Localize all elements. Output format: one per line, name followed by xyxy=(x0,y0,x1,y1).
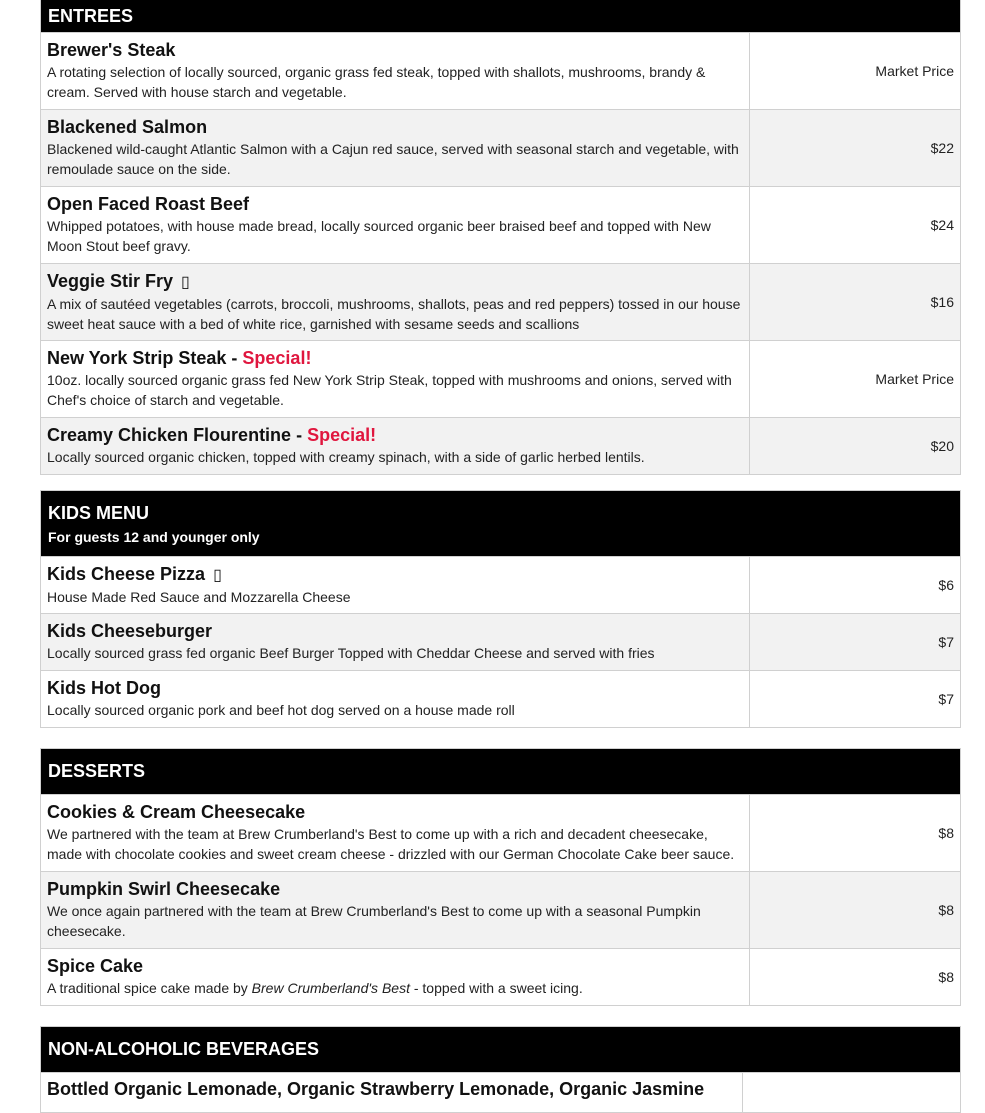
menu-item xyxy=(41,795,961,872)
kids-menu-section xyxy=(40,490,960,728)
entrees-section xyxy=(40,0,960,475)
item-price: $7 xyxy=(750,671,961,728)
menu-item xyxy=(41,341,961,418)
item-description: We once again partnered with the team at Brew Crumberland's Best to come up with a seasonal Pumpkin cheesecake. xyxy=(47,903,701,939)
menu-item xyxy=(41,33,961,110)
item-price: $22 xyxy=(750,110,961,187)
menu-item xyxy=(41,872,961,949)
item-name: Creamy Chicken Flourentine - xyxy=(47,425,308,445)
item-price: $7 xyxy=(750,614,961,671)
menu-item xyxy=(41,671,961,728)
item-price: $24 xyxy=(750,187,961,264)
vegetarian-icon: ▯ xyxy=(181,273,190,291)
vegetarian-icon: ▯ xyxy=(213,566,222,584)
item-price: $8 xyxy=(750,949,961,1006)
menu-item xyxy=(41,949,961,1006)
item-name: Kids Cheese Pizza xyxy=(47,563,206,584)
item-description: Locally sourced organic chicken, topped with creamy spinach, with a side of garlic herbed lentils. xyxy=(47,449,645,465)
item-description: Blackened wild-caught Atlantic Salmon with a Cajun red sauce, served with seasonal starch and vegetable, with remoulade sauce on the side. xyxy=(47,141,739,177)
item-description: House Made Red Sauce and Mozzarella Cheese xyxy=(47,588,351,605)
item-name: Pumpkin Swirl Cheesecake xyxy=(47,879,281,899)
beverages-header: NON-ALCOHOLIC BEVERAGES xyxy=(41,1027,961,1073)
desserts-header: DESSERTS xyxy=(41,749,961,795)
item-price: Market Price xyxy=(750,33,961,110)
item-name: Open Faced Roast Beef xyxy=(47,194,250,214)
kids-menu-header xyxy=(41,491,961,557)
item-description: A traditional spice cake made by Brew Crumberland's Best - topped with a sweet icing. xyxy=(47,980,583,996)
menu-item xyxy=(41,614,961,671)
beverages-section xyxy=(40,1026,960,1113)
item-price: $8 xyxy=(750,795,961,872)
menu-item xyxy=(41,187,961,264)
item-name: Veggie Stir Fry xyxy=(47,270,174,291)
item-description: A rotating selection of locally sourced, organic grass fed steak, topped with shallots, mushrooms, brandy & cream. Served with house starch and vegetable. xyxy=(47,64,706,100)
menu-item xyxy=(41,1073,961,1113)
kids-menu-title: KIDS MENU xyxy=(48,502,150,523)
menu-item xyxy=(41,264,961,341)
item-description: Locally sourced organic pork and beef hot dog served on a house made roll xyxy=(47,702,515,718)
item-name: Spice Cake xyxy=(47,956,144,976)
item-price: Market Price xyxy=(750,341,961,418)
item-description: We partnered with the team at Brew Crumberland's Best to come up with a rich and decadent cheesecake, made with chocolate cookies and sweet cream cheese - drizzled with our German Chocolate Cake beer sauce. xyxy=(47,826,735,862)
item-price: $20 xyxy=(750,418,961,475)
item-description: A mix of sautéed vegetables (carrots, broccoli, mushrooms, shallots, peas and red peppers) tossed in our house sweet heat sauce with a bed of white rice, garnished with sesame seeds and scallions xyxy=(47,295,741,332)
kids-menu-subtitle: For guests 12 and younger only xyxy=(48,528,260,545)
item-name: Blackened Salmon xyxy=(47,117,208,137)
item-price: $8 xyxy=(750,872,961,949)
menu-item xyxy=(41,418,961,475)
special-badge: Special! xyxy=(242,348,312,368)
item-name: Kids Hot Dog xyxy=(47,678,161,698)
item-price: $6 xyxy=(750,557,961,614)
item-name: Cookies & Cream Cheesecake xyxy=(47,802,306,822)
special-badge: Special! xyxy=(307,425,377,445)
menu-item xyxy=(41,557,961,614)
entrees-header: ENTREES xyxy=(41,0,961,33)
menu-item xyxy=(41,110,961,187)
item-description: Whipped potatoes, with house made bread, locally sourced organic beer braised beef and topped with New Moon Stout beef gravy. xyxy=(47,218,711,254)
item-name: Bottled Organic Lemonade, Organic Strawberry Lemonade, Organic Jasmine xyxy=(47,1079,705,1099)
desserts-section xyxy=(40,748,960,1006)
item-name: Kids Cheeseburger xyxy=(47,621,213,641)
item-price: $16 xyxy=(750,264,961,341)
item-name: Brewer's Steak xyxy=(47,40,176,60)
item-description: Locally sourced grass fed organic Beef Burger Topped with Cheddar Cheese and served with fries xyxy=(47,645,655,661)
item-description: 10oz. locally sourced organic grass fed New York Strip Steak, topped with mushrooms and onions, served with Chef's choice of starch and vegetable. xyxy=(47,372,732,408)
item-name: New York Strip Steak - xyxy=(47,348,243,368)
